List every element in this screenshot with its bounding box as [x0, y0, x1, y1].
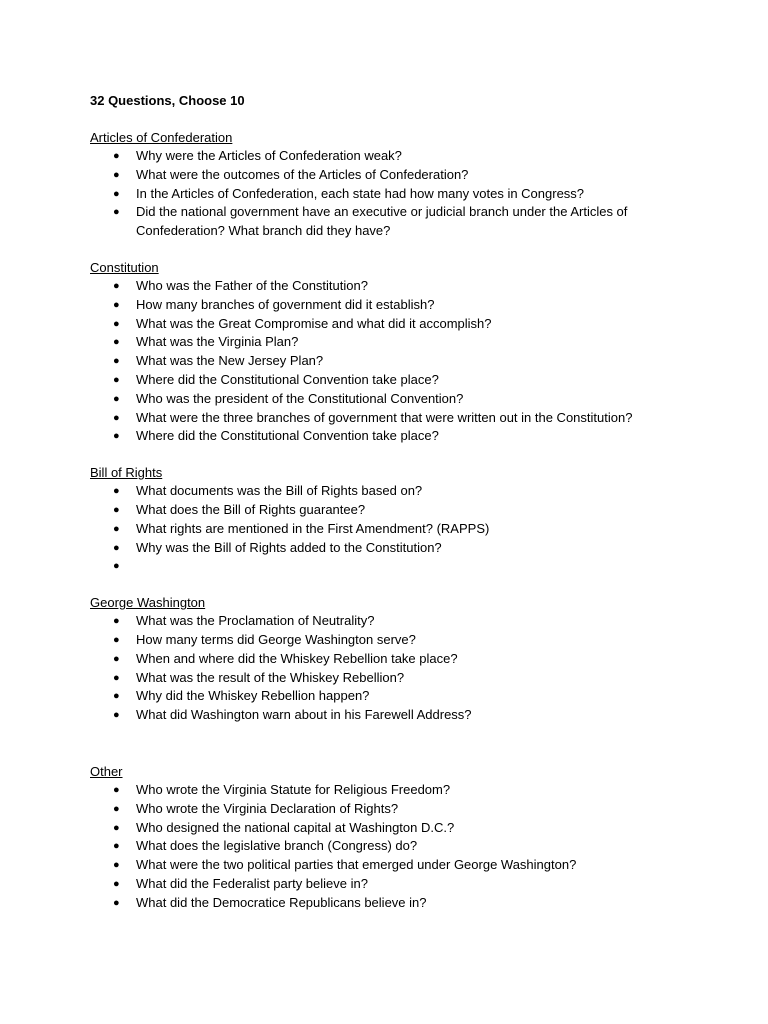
list-item	[90, 166, 710, 185]
document-page	[90, 92, 710, 913]
list-item	[90, 631, 710, 650]
list-item	[90, 875, 710, 894]
bullet-icon: ●	[113, 652, 120, 665]
bullet-icon: ●	[113, 355, 120, 368]
bullet-icon: ●	[113, 522, 120, 535]
question-text: In the Articles of Confederation, each state had how many votes in Congress?	[136, 185, 585, 201]
bullet-icon: ●	[113, 671, 120, 684]
bullet-icon: ●	[113, 783, 120, 796]
bullet-icon: ●	[113, 430, 120, 443]
question-text: What does the Bill of Rights guarantee?	[136, 501, 366, 517]
question-text: Who wrote the Virginia Statute for Religious Freedom?	[136, 781, 451, 797]
question-text: What rights are mentioned in the First Amendment? (RAPPS)	[136, 520, 490, 536]
bullet-icon: ●	[113, 859, 120, 872]
bullet-icon: ●	[113, 840, 120, 853]
section-other	[90, 763, 710, 913]
question-text	[136, 558, 140, 573]
list-item	[90, 333, 710, 352]
bullet-icon: ●	[113, 187, 120, 200]
list-item	[90, 669, 710, 688]
section-articles-of-confederation	[90, 129, 710, 241]
bullet-icon: ●	[113, 392, 120, 405]
question-text: What was the New Jersey Plan?	[136, 353, 324, 369]
section-bill-of-rights	[90, 464, 710, 576]
bullet-icon: ●	[113, 411, 120, 424]
question-text: Why was the Bill of Rights added to the Constitution?	[136, 539, 442, 555]
bullet-icon: ●	[113, 279, 120, 292]
section-heading: George Washington	[90, 595, 206, 611]
list-item	[90, 296, 710, 315]
list-item	[90, 557, 710, 576]
section-spacer	[90, 446, 710, 464]
bullet-icon: ●	[113, 633, 120, 646]
question-text: Where did the Constitutional Convention take place?	[136, 428, 439, 444]
question-text: What were the three branches of government that were written out in the Constitution?	[136, 409, 633, 425]
section-heading: Articles of Confederation	[90, 130, 233, 145]
question-list	[90, 781, 710, 913]
bullet-icon: ●	[113, 821, 120, 834]
question-text: What was the Virginia Plan?	[136, 334, 299, 350]
bullet-icon: ●	[113, 541, 120, 554]
list-item	[90, 650, 710, 669]
question-list	[90, 612, 710, 725]
question-text: Why did the Whiskey Rebellion happen?	[136, 688, 370, 704]
list-item	[90, 706, 710, 725]
bullet-icon: ●	[113, 877, 120, 890]
question-text: What was the Great Compromise and what did it accomplish?	[136, 315, 492, 331]
bullet-icon: ●	[113, 336, 120, 349]
list-item	[90, 520, 710, 539]
section-heading: Constitution	[90, 259, 159, 275]
bullet-icon: ●	[113, 168, 120, 181]
question-text: What were the two political parties that emerged under George Washington?	[136, 857, 577, 873]
question-list	[90, 482, 710, 576]
bullet-icon: ●	[113, 373, 120, 386]
question-list	[90, 277, 710, 446]
question-list	[90, 147, 710, 241]
list-item	[90, 687, 710, 706]
question-text: What documents was the Bill of Rights based on?	[136, 483, 423, 499]
list-item	[90, 277, 710, 296]
list-item	[90, 612, 710, 631]
question-text: What were the outcomes of the Articles of Confederation?	[136, 166, 469, 182]
list-item	[90, 819, 710, 838]
list-item	[90, 371, 710, 390]
section-spacer	[90, 241, 710, 259]
document-title: 32 Questions, Choose 10	[90, 93, 245, 108]
question-text: Why were the Articles of Confederation weak?	[136, 148, 402, 163]
bullet-icon: ●	[113, 503, 120, 516]
bullet-icon: ●	[113, 896, 120, 909]
list-item	[90, 390, 710, 409]
question-text: What did the Democratice Republicans believe in?	[136, 894, 427, 910]
list-item	[90, 856, 710, 875]
bullet-icon: ●	[113, 298, 120, 311]
bullet-icon: ●	[113, 206, 120, 219]
list-item	[90, 409, 710, 428]
list-item	[90, 894, 710, 913]
list-item	[90, 501, 710, 520]
section-spacer	[90, 725, 710, 763]
question-text: What was the Proclamation of Neutrality?	[136, 613, 375, 629]
list-item	[90, 203, 710, 241]
question-text: How many branches of government did it establish?	[136, 296, 435, 312]
section-spacer	[90, 576, 710, 594]
bullet-icon: ●	[113, 150, 120, 162]
question-text: Who was the president of the Constitutional Convention?	[136, 390, 464, 406]
question-text: Did the national government have an executive or judicial branch under the Articles of Confederation? What branch did they have?	[136, 204, 628, 239]
section-george-washington	[90, 594, 710, 725]
question-text: What does the legislative branch (Congress) do?	[136, 838, 418, 854]
list-item	[90, 185, 710, 204]
question-text: What did Washington warn about in his Farewell Address?	[136, 707, 472, 723]
list-item	[90, 800, 710, 819]
question-text: What was the result of the Whiskey Rebellion?	[136, 669, 405, 685]
list-item	[90, 352, 710, 371]
bullet-icon: ●	[113, 485, 120, 498]
section-heading: Bill of Rights	[90, 465, 163, 481]
list-item	[90, 781, 710, 800]
section-heading: Other	[90, 763, 123, 779]
question-text: What did the Federalist party believe in?	[136, 875, 368, 891]
bullet-icon: ●	[113, 615, 120, 628]
question-text: Where did the Constitutional Convention take place?	[136, 371, 439, 387]
question-text: Who designed the national capital at Washington D.C.?	[136, 819, 455, 835]
section-constitution	[90, 259, 710, 446]
question-text: Who wrote the Virginia Declaration of Rights?	[136, 800, 399, 816]
list-item	[90, 539, 710, 558]
bullet-icon: ●	[113, 709, 120, 722]
bullet-icon: ●	[113, 317, 120, 330]
question-text: When and where did the Whiskey Rebellion take place?	[136, 650, 458, 666]
question-text: Who was the Father of the Constitution?	[136, 277, 368, 293]
list-item	[90, 315, 710, 334]
question-text: How many terms did George Washington serve?	[136, 631, 416, 647]
bullet-icon: ●	[113, 690, 120, 703]
list-item	[90, 147, 710, 166]
list-item	[90, 482, 710, 501]
list-item	[90, 427, 710, 446]
list-item	[90, 837, 710, 856]
bullet-icon: ●	[113, 802, 120, 815]
bullet-icon: ●	[113, 560, 120, 573]
